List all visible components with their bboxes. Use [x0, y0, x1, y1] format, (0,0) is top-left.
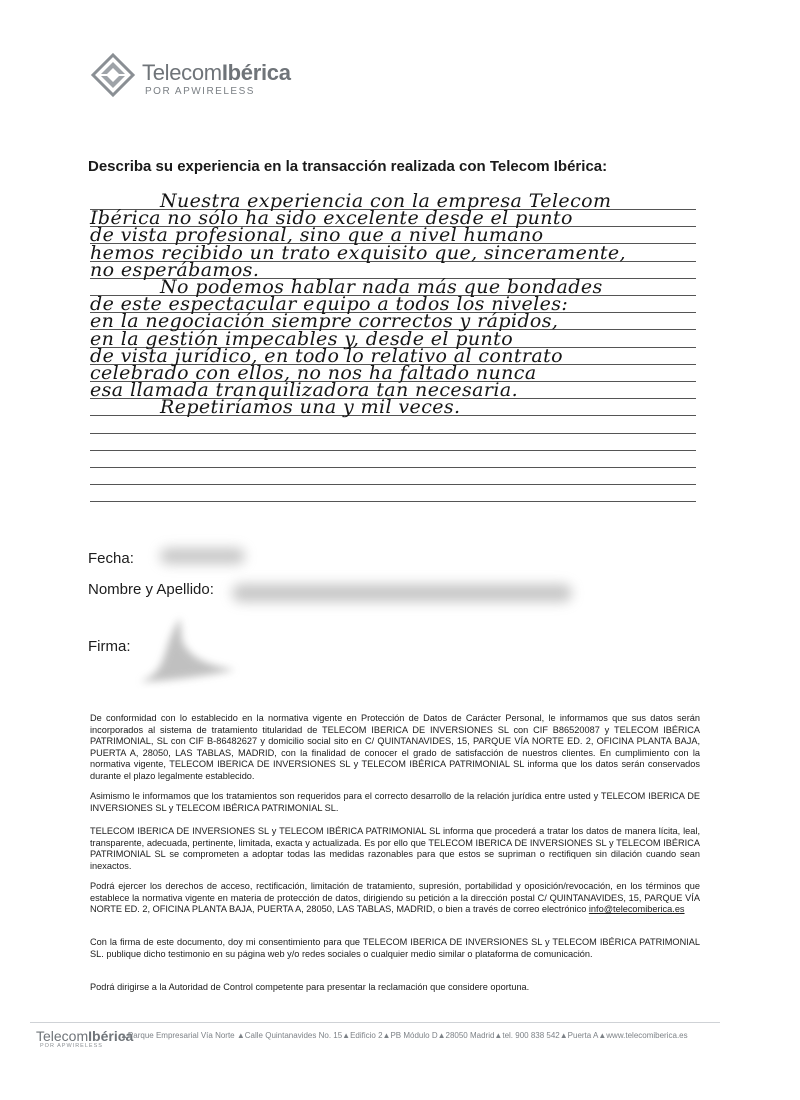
logo-subtitle: POR APWIRELESS [145, 86, 255, 97]
signature-redacted-icon [120, 610, 250, 705]
ruled-line [90, 450, 696, 451]
question-heading: Describa su experiencia en la transacción realizada con Telecom Ibérica: [88, 158, 608, 175]
handwritten-line: Nuestra experiencia con la empresa Telecom [160, 190, 612, 212]
legal-paragraph-2: Asimismo le informamos que los tratamientos son requeridos para el correcto desarrollo de la relación jurídica entre usted y TELECOM IBERICA DE INVERSIONES SL y TELECOM IBÉRICA PATRIMONIAL SL. [90, 791, 700, 813]
ruled-line [90, 484, 696, 485]
ruled-line [90, 501, 696, 502]
firma-label: Firma: [88, 638, 131, 655]
handwritten-line: hemos recibido un trato exquisito que, sinceramente, [90, 242, 626, 264]
footer-divider [30, 1022, 720, 1023]
legal-paragraph-3: TELECOM IBERICA DE INVERSIONES SL y TELECOM IBÉRICA PATRIMONIAL SL informa que procederá a tratar los datos de manera lícita, leal, transparente, adecuada, pertinente, limitada, exacta y actualizada. Es por ello que TELECOM IBERICA DE INVERSIONES SL y TELECOM IBÉRICA PATRIMONIAL SL se comprometen a adoptar todas las medidas razonables para que estos se supriman o rectifiquen sin dilación cuando sean inexactos. [90, 826, 700, 871]
handwritten-line: de vista jurídico, en todo lo relativo al contrato [90, 345, 564, 367]
handwritten-line: de este espectacular equipo a todos los niveles: [90, 293, 569, 315]
footer-logo: TelecomIbérica [36, 1028, 134, 1044]
handwritten-line: No podemos hablar nada más que bondades [160, 276, 603, 298]
handwritten-line: no esperábamos. [90, 259, 260, 281]
handwritten-line: celebrado con ellos, no nos ha faltado nunca [90, 362, 537, 384]
logo-wordmark: TelecomIbérica [142, 60, 291, 85]
telecom-iberica-logo-icon [90, 52, 136, 98]
footer-address: ▲Parque Empresarial Vía Norte ▲Calle Quintanavides No. 15▲Edificio 2▲PB Módulo D▲28050 Madrid▲tel. 900 838 542▲Puerta A▲www.telecomiberica.es [120, 1031, 688, 1040]
legal-paragraph-6: Podrá dirigirse a la Autoridad de Control competente para presentar la reclamación que considere oportuna. [90, 982, 530, 992]
legal-paragraph-1: De conformidad con lo establecido en la normativa vigente en Protección de Datos de Carácter Personal, le informamos que sus datos serán incorporados al sistema de tratamiento titularidad de TELECOM IBERICA DE INVERSIONES SL con CIF B86520087 y TELECOM IBÉRICA PATRIMONIAL, SL con CIF B-86482627 y domicilio social sito en C/ QUINTANAVIDES, 15, PARQUE VÍA NORTE ED. 2, OFICINA PLANTA BAJA, PUERTA A, 28050, LAS TABLAS, MADRID, con la finalidad de conocer el grado de satisfacción de nuestros clientes. En cumplimiento con la normativa vigente, TELECOM IBERICA DE INVERSIONES SL y TELECOM IBÉRICA PATRIMONIAL SL informa que los datos serán conservados durante el plazo legalmente establecido. [90, 713, 700, 781]
handwritten-line: Ibérica no sólo ha sido excelente desde el punto [90, 207, 573, 229]
handwritten-line: de vista profesional, sino que a nivel humano [90, 224, 544, 246]
legal-paragraph-5: Con la firma de este documento, doy mi consentimiento para que TELECOM IBERICA DE INVERSIONES SL y TELECOM IBÉRICA PATRIMONIAL SL. publique dicho testimonio en su página web y/o redes sociales o cualquier medio similar o plataforma de comunicación. [90, 937, 700, 959]
legal-paragraph-4: Podrá ejercer los derechos de acceso, rectificación, limitación de tratamiento, supresión, portabilidad y oposición/revocación, en los términos que establece la normativa vigente en materia de protección de datos, dirigiendo su petición a la dirección postal C/ QUINTANAVIDES, 15, PARQUE VÍA NORTE ED. 2, OFICINA PLANTA BAJA, PUERTA A, 28050, LAS TABLAS, MADRID, o bien a través de correo electrónico info@telecomiberica.es [90, 881, 700, 915]
footer-logo-subtitle: POR APWIRELESS [40, 1043, 103, 1049]
ruled-line [90, 433, 696, 434]
handwritten-line: en la negociación siempre correctos y rápidos, [90, 310, 559, 332]
handwritten-line: Repetiríamos una y mil veces. [160, 396, 461, 418]
nombre-label: Nombre y Apellido: [88, 581, 214, 598]
handwritten-line: esa llamada tranquilizadora tan necesaria. [90, 379, 519, 401]
handwritten-line: en la gestión impecables y, desde el punto [90, 328, 514, 350]
fecha-redacted-value [160, 548, 245, 564]
nombre-redacted-value [232, 584, 572, 602]
email-link[interactable]: info@telecomiberica.es [588, 904, 685, 915]
ruled-line [90, 467, 696, 468]
fecha-label: Fecha: [88, 550, 134, 567]
